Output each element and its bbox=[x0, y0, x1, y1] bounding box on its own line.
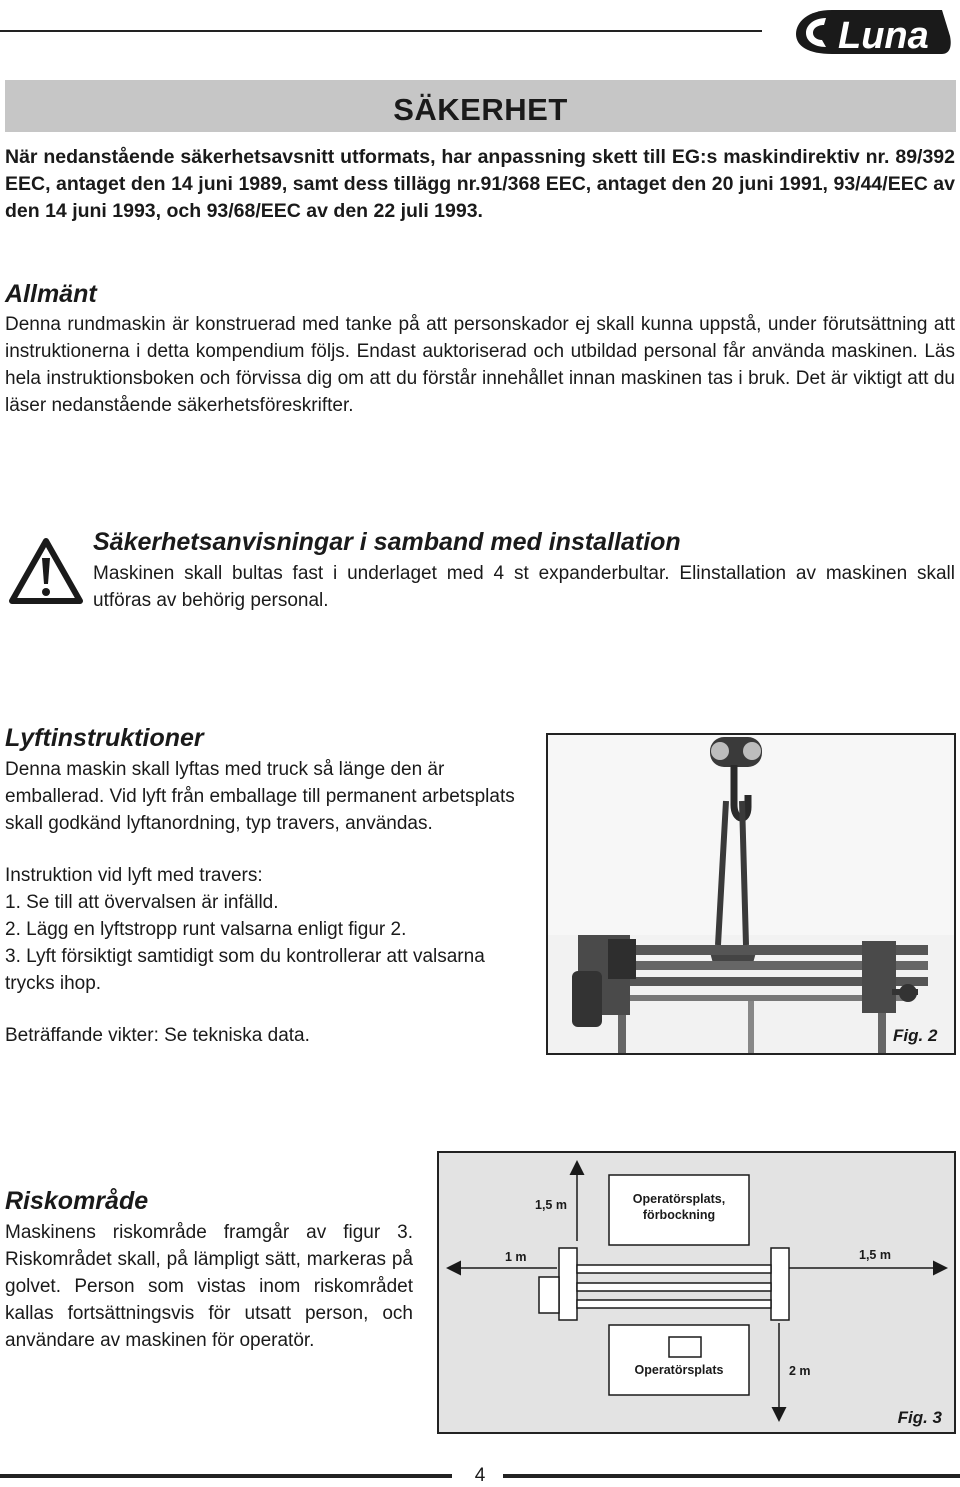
operator-marker bbox=[669, 1337, 701, 1357]
header-rule bbox=[0, 30, 762, 32]
lyft-heading: Lyftinstruktioner bbox=[5, 724, 204, 752]
title-banner bbox=[5, 80, 956, 132]
machine-roll bbox=[577, 1283, 771, 1291]
footer-rule-right bbox=[503, 1474, 960, 1478]
page-number: 4 bbox=[474, 1465, 486, 1486]
machine-left-frame bbox=[559, 1248, 577, 1320]
lyft-steps bbox=[5, 889, 530, 997]
installation-text: Maskinen skall bultas fast i underlaget med 4 st expanderbultar. Elinstallation av maskinen skall utföras av behörig personal. bbox=[93, 563, 955, 611]
machine-roll bbox=[577, 1300, 771, 1308]
machine-roll bbox=[577, 1265, 771, 1273]
risk-heading: Riskområde bbox=[5, 1187, 149, 1215]
right-dimension-label: 1,5 m bbox=[859, 1248, 891, 1262]
box-top-line1: Operatörsplats, bbox=[632, 1192, 726, 1206]
fig2-label: Fig. 2 bbox=[893, 1026, 938, 1045]
operator-box-bottom bbox=[609, 1325, 749, 1395]
machine-right-frame bbox=[771, 1248, 789, 1320]
allmant-heading: Allmänt bbox=[5, 280, 97, 308]
risk-area-diagram bbox=[437, 1151, 956, 1434]
lyft-step: 1. Se till att övervalsen är infälld. bbox=[5, 892, 279, 913]
allmant-text: Denna rundmaskin är konstruerad med tanke på att personskador ej skall kunna uppstå, under förutsättning att instruktionerna i detta kompendium följs. Endast auktoriserad och utbildad personal får använda maskinen. Läs hela instruktionsboken och förvissa dig om att du förstår innehållet innan maskinen tas i bruk. Det är viktigt att du läser nedanstående säkerhetsföreskrifter. bbox=[5, 314, 955, 416]
lyft-step: 2. Lägg en lyftstropp runt valsarna enligt figur 2. bbox=[5, 919, 407, 940]
fig3-label: Fig. 3 bbox=[897, 1408, 942, 1427]
section-allmant bbox=[5, 279, 955, 419]
box-top-line2: förbockning bbox=[642, 1208, 716, 1222]
machine-motor bbox=[539, 1277, 559, 1313]
lyft-list-title: Instruktion vid lyft med travers: bbox=[5, 865, 263, 886]
intro-paragraph: När nedanstående säkerhetsavsnitt utformats, har anpassning skett till EG:s maskindirektiv nr. 89/392 EEC, antaget den 14 juni 1989, samt dess tillägg nr.91/368 EEC, antaget den 20 juni 1991, 93/44/EEC av den 14 juni 1993, och 93/68/EEC av den 22 juli 1993. bbox=[5, 146, 955, 222]
risk-area-drawing bbox=[439, 1153, 954, 1432]
section-risk bbox=[5, 1186, 413, 1354]
lifting-photo-drawing bbox=[548, 735, 954, 1053]
section-lyft bbox=[5, 723, 530, 1049]
lifting-photo bbox=[546, 733, 956, 1055]
logo-text: Luna bbox=[838, 15, 929, 57]
box-bottom-label: Operatörsplats bbox=[634, 1363, 724, 1377]
lyft-weights-note: Beträffande vikter: Se tekniska data. bbox=[5, 1025, 310, 1046]
top-dimension-label: 1,5 m bbox=[535, 1198, 567, 1212]
lyft-step: 3. Lyft försiktigt samtidigt som du kontrollerar att valsarna trycks ihop. bbox=[5, 946, 485, 994]
warning-triangle-icon bbox=[8, 536, 84, 606]
installation-heading: Säkerhetsanvisningar i samband med installation bbox=[93, 528, 681, 556]
page-title: SÄKERHET bbox=[393, 92, 568, 127]
left-dimension-label: 1 m bbox=[505, 1250, 527, 1264]
risk-text: Maskinens riskområde framgår av figur 3. Riskområdet skall, på lämpligt sätt, markeras på golvet. Person som vistas inom riskområdet kallas fortsättningsvis för utsatt person, och användare av maskinen för operatör. bbox=[5, 1222, 413, 1351]
bottom-dimension-label: 2 m bbox=[789, 1364, 811, 1378]
lyft-text: Denna maskin skall lyftas med truck så länge den är emballerad. Vid lyft från emballage till permanent arbetsplats skall godkänd lyftanordning, typ travers, användas. bbox=[5, 759, 515, 834]
footer-rule-left bbox=[0, 1474, 452, 1478]
section-installation bbox=[93, 527, 955, 614]
luna-logo bbox=[792, 6, 954, 58]
